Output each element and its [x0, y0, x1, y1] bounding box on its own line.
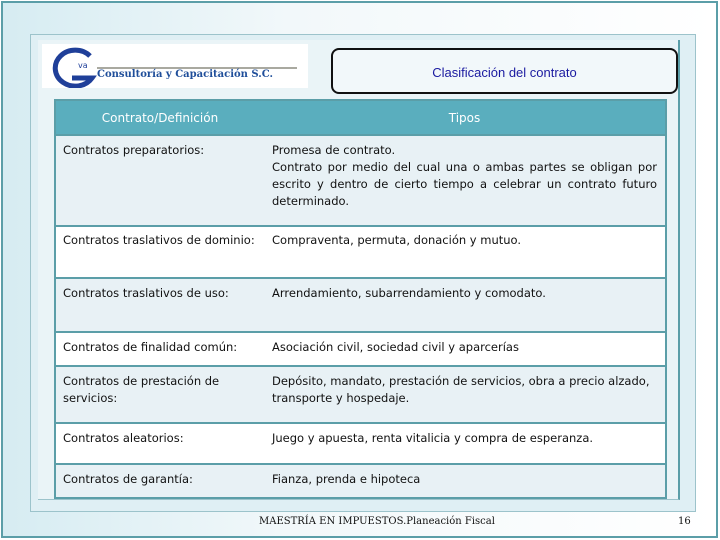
cell-detalle [264, 135, 666, 226]
table-row [55, 423, 666, 464]
table-row [55, 366, 666, 423]
cell-detalle: Asociación civil, sociedad civil y aparcerías [264, 332, 666, 366]
table-header [55, 100, 666, 135]
slide-title: Clasificación del contrato [432, 64, 577, 80]
cell-tipo: Contratos de garantía: [55, 464, 264, 498]
table-row [55, 226, 666, 278]
footer-text: MAESTRÍA EN IMPUESTOS.Planeación Fiscal [259, 516, 495, 527]
cell-tipo: Contratos traslativos de uso: [55, 278, 264, 332]
cell-detalle: Compraventa, permuta, donación y mutuo. [264, 226, 666, 278]
cell-tipo: Contratos preparatorios: [55, 135, 264, 226]
cell-detalle: Arrendamiento, subarrendamiento y comodato. [264, 278, 666, 332]
page-number: 16 [678, 516, 691, 527]
table-row [55, 332, 666, 366]
cell-tipo: Contratos de prestación de servicios: [55, 366, 264, 423]
cell-detalle: Depósito, mandato, prestación de servicios, obra a precio alzado, transporte y hospedaje. [264, 366, 666, 423]
cell-tipo: Contratos aleatorios: [55, 423, 264, 464]
detalle-line: Promesa de contrato. [272, 143, 396, 157]
table-row [55, 135, 666, 226]
logo-g-icon [42, 44, 102, 88]
detalle-extra: Contrato por medio del cual una o ambas partes se obligan por escrito y dentro de cierto tiempo a celebrar un contrato futuro determinado. [272, 160, 657, 208]
cell-tipo: Contratos de finalidad común: [55, 332, 264, 366]
header-contrato: Contrato/Definición [55, 100, 264, 135]
company-logo [42, 44, 308, 88]
cell-tipo: Contratos traslativos de dominio: [55, 226, 264, 278]
slide-title-box [331, 48, 678, 94]
table-row [55, 278, 666, 332]
cell-detalle: Juego y apuesta, renta vitalicia y compra de esperanza. [264, 423, 666, 464]
table-row [55, 464, 666, 498]
cell-detalle: Fianza, prenda e hipoteca [264, 464, 666, 498]
header-tipos: Tipos [264, 100, 666, 135]
contract-table [54, 99, 667, 499]
logo-company-name: Consultoría y Capacitación S.C. [97, 69, 274, 80]
svg-text:va: va [78, 61, 88, 70]
